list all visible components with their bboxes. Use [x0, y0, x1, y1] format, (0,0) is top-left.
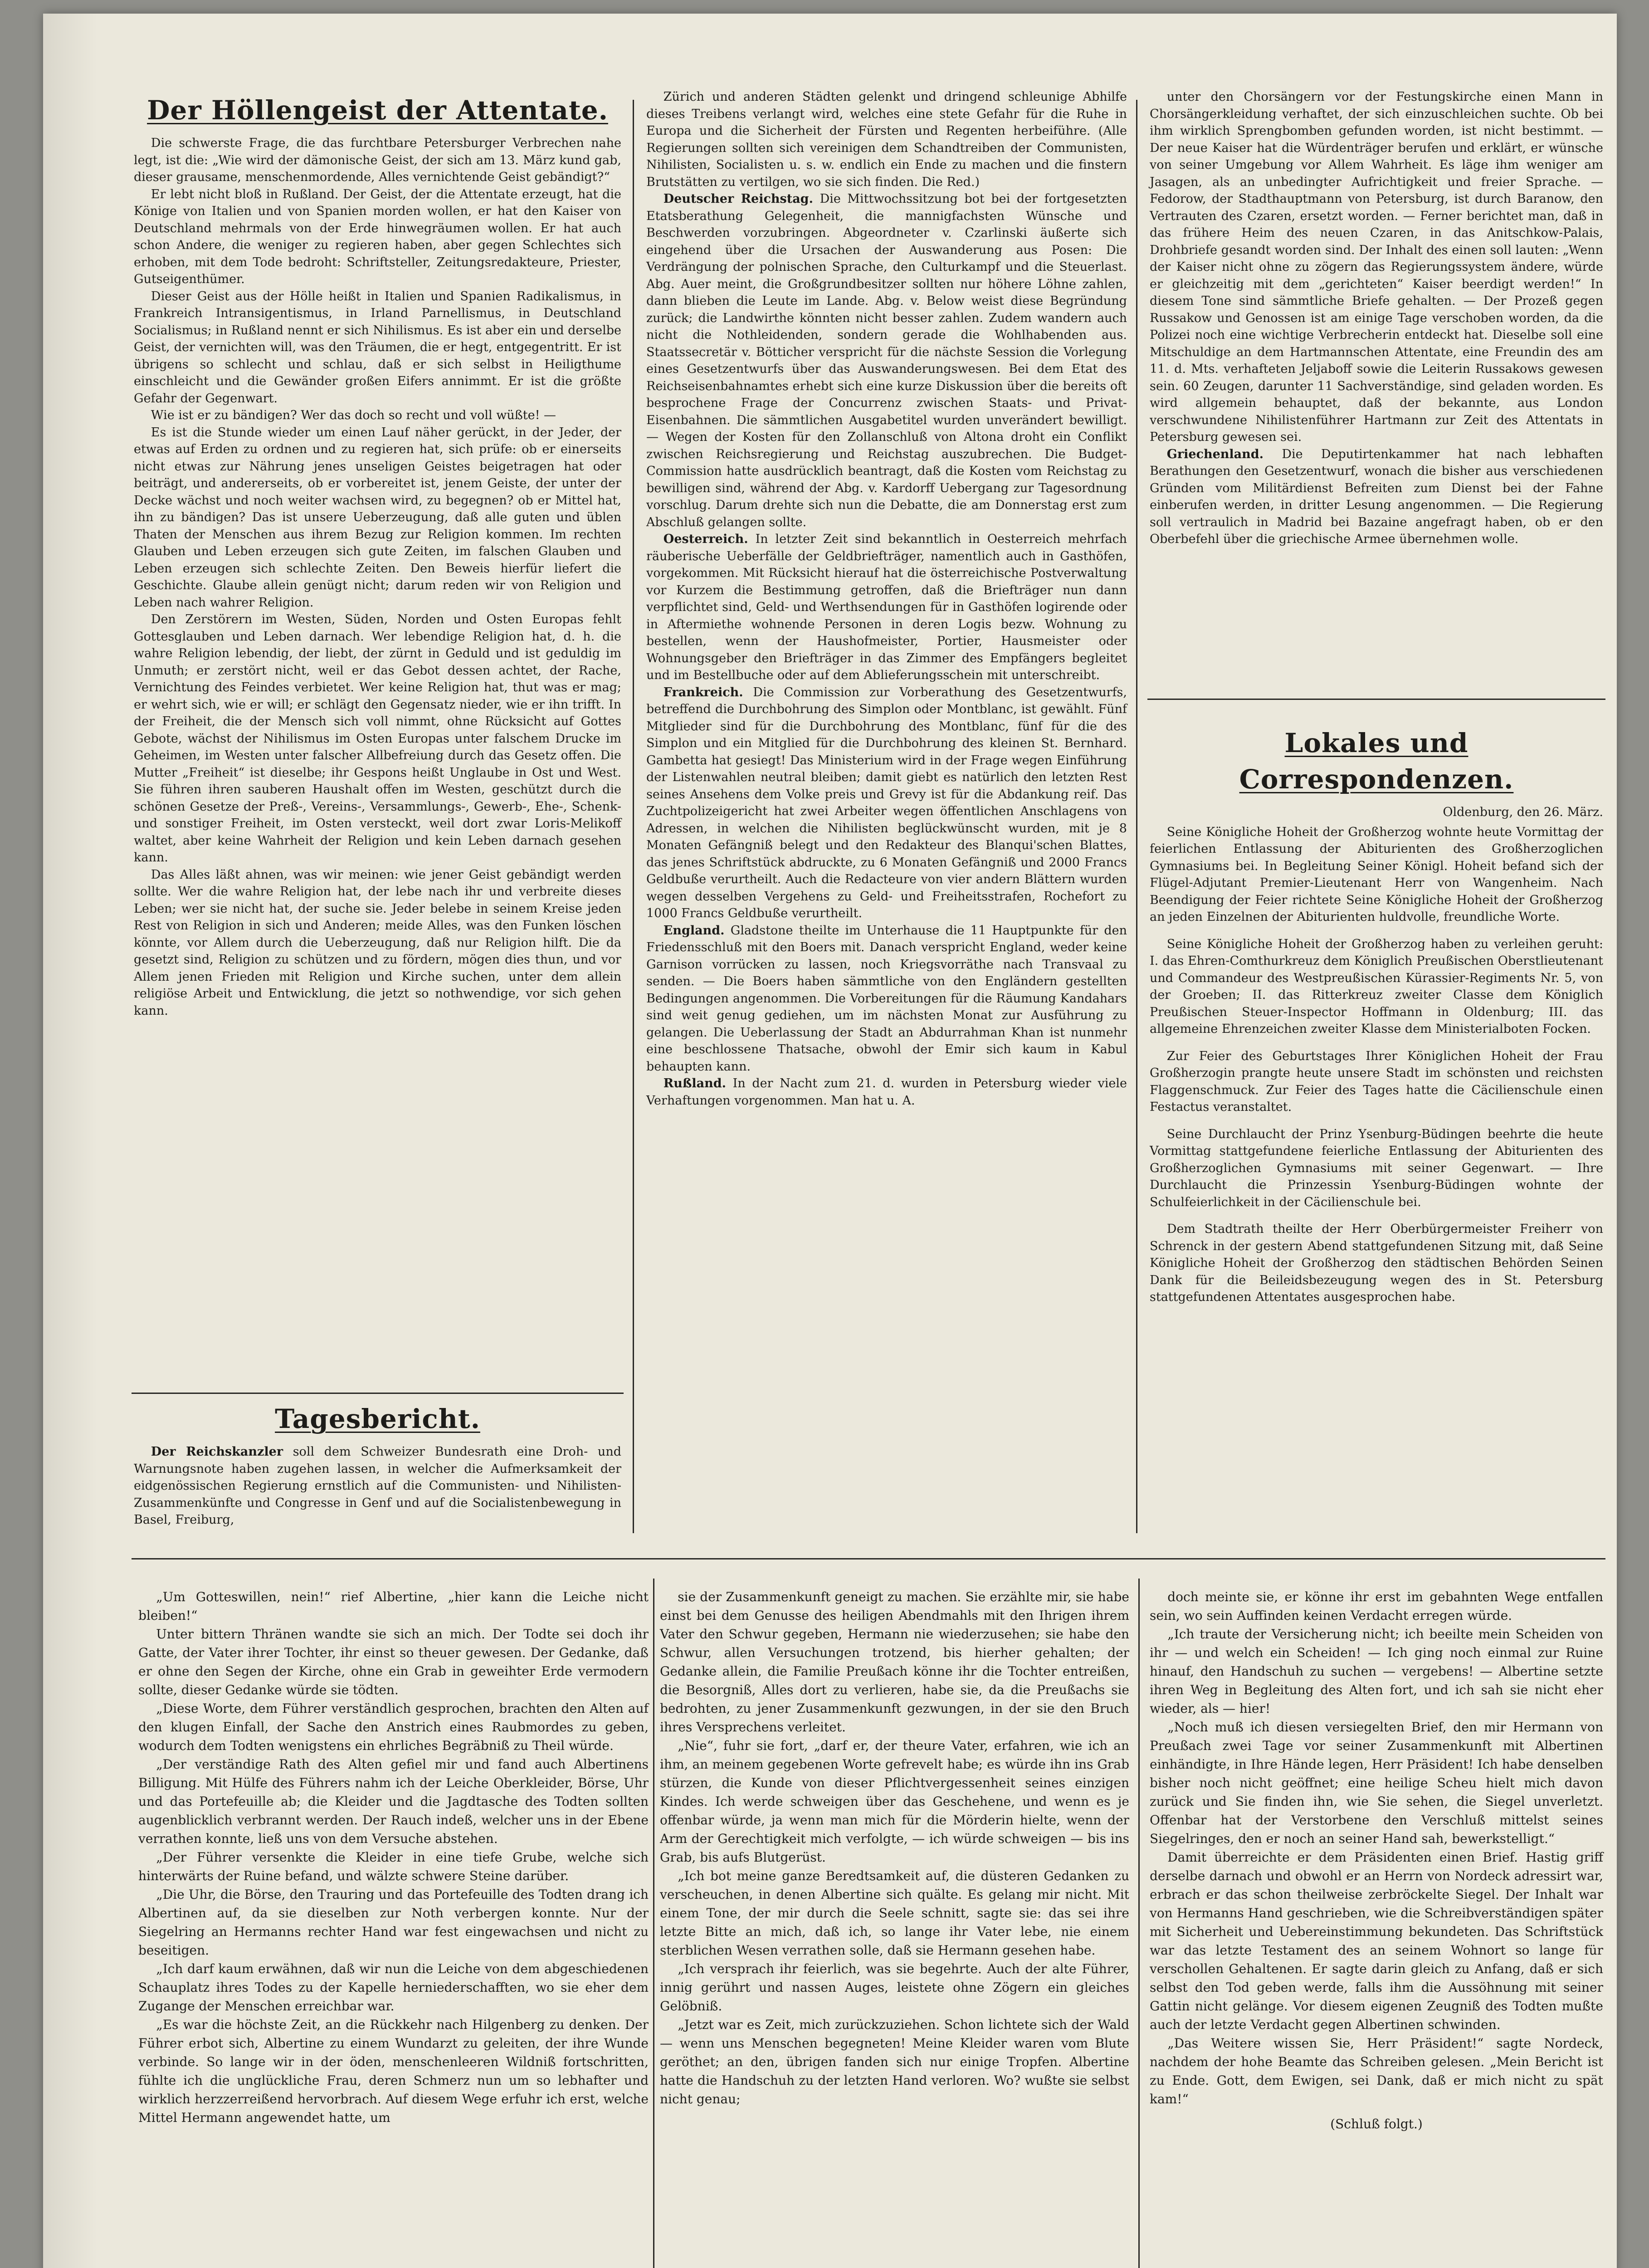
- rubric-reichskanzler: Der Reichskanzler: [151, 1445, 283, 1459]
- continuation-note: (Schluß folgt.): [1330, 2116, 1423, 2131]
- spacer: [1150, 1211, 1603, 1221]
- column-1-tagesbericht: [134, 1397, 621, 1527]
- paragraph: Dieser Geist aus der Hölle heißt in Italien und Spanien Radikalismus, in Frankreich Intransigentismus, in Irland Parnellismus, in Deutschland Socialismus; in Rußland nennt er sich Nihilismus. Es ist aber ein und derselbe Geist, der vernichten will, was den Träumen, die er hegt, entgegentritt. Er ist übrigens so schlecht und schlau, daß er sich selbst in Heiligthume einschleicht und die Gewänder großen Eifers annimmt. Er ist die größte Gefahr der Gegenwart.: [134, 289, 621, 406]
- paragraph: „Ich darf kaum erwähnen, daß wir nun die Leiche von dem abgeschiedenen Schauplatz ihres Todes zu der Kapelle herniederschafften, wo sie eher dem Zugange der Menschen erreichbar war.: [138, 1961, 649, 2014]
- paragraph: Den Zerstörern im Westen, Süden, Norden und Osten Europas fehlt Gottesglauben und Leben darnach. Wer lebendige Religion hat, d. h. die wahre Religion lebendig, der liebt, der zürnt in Geduld und ist geduldig im Unmuth; er zerstört nicht, weil er das Gebot dessen achtet, der Rache, Vernichtung des Feindes verbietet. Wer keine Religion hat, thut was er mag; er wehrt sich, wie er will; er schlägt den Gegensatz nieder, wie er ihn trifft. In der Freiheit, die der Mensch sich voll nimmt, ohne Rücksicht auf Gottes Gebote, wächst der Nihilismus im Osten Europas unter falschem Drucke im Geheimen, im Westen unter falscher Allbefreiung durch das Gesetz offen. Die Mutter „Freiheit“ ist dieselbe; ihr Gespons heißt Unglaube in Ost und West. Sie führen ihren sauberen Haushalt offen im Westen, geschützt durch die schönen Gesetze der Preß-, Vereins-, Versammlungs-, Gewerb-, Ehe-, Schenk- und sonstiger Freiheit, im Osten versteckt, weil dort zwar Loris-Melikoff waltet, aber keine Wahrheit der Religion und kein Leben darnach gesehen kann.: [134, 612, 621, 865]
- paragraph: [134, 1443, 621, 1529]
- dateline: Oldenburg, den 26. März.: [1443, 805, 1603, 819]
- paragraph: Zürich und anderen Städten gelenkt und dringend schleunige Abhilfe dieses Treibens verlangt wird, welches eine stete Gefahr für die Ruhe in Europa und die Sicherheit der Fürsten und Regenten herbeiführe. (Alle Regierungen sollten sich vereinigen dem Schandtreiben der Communisten, Nihilisten, Socialisten u. s. w. endlich ein Ende zu machen und die finstern Brutstätten zu vertilgen, wo sie sich finden. Die Red.): [646, 90, 1127, 189]
- news-item: [646, 531, 1127, 684]
- news-text: Die Commission zur Vorberathung des Gesetzentwurfs, betreffend die Durchbohrung des Simplon oder Montblanc, ist gewählt. Fünf Mitglieder sind für die Durchbohrung des Montblanc, fünf für die des Simplon und ein Mitglied für die Durchbohrung des kleinen St. Bernhard. Gambetta hat gesiegt! Das Ministerium wird in der Frage wegen Einführung der Listenwahlen neutral bleiben; damit giebt es natürlich den letzten Rest seines Ansehens dem Volke preis und Grevy ist für die Abdankung reif. Das Zuchtpolizeigericht hat zwei Arbeiter wegen öffentlichen Anschlagens von Adressen, in welchen die Nihilisten beglückwünscht wurden, mit je 8 Monaten Gefängniß belegt und den Redakteur des Blanqui'schen Blattes, das jenes Schriftstück abdruckte, zu 6 Monaten Gefängniß und 2000 Francs Geldbuße verurtheilt. Auch die Redacteure von vier andern Blättern wurden wegen desselben Vergehens zu Geld- und Freiheitsstrafen, Rochefort zu 1000 Francs Geldbuße verurtheilt.: [646, 685, 1127, 920]
- paragraph: „Noch muß ich diesen versiegelten Brief, den mir Hermann von Preußach zwei Tage vor seiner Zusammenkunft mit Albertinen einhändigte, in Ihre Hände legen, Herr Präsident! Ich habe denselben bisher noch nicht geöffnet; eine heilige Scheu hielt mich davon zurück und Sie finden ihn, wie Sie sehen, die Siegel unverletzt. Offenbar hat der Verstorbene den Verschluß mittelst seines Siegelringes, den er noch an seiner Hand sah, bewerkstelligt.“: [1150, 1720, 1603, 1846]
- rubric: Rußland.: [663, 1076, 727, 1090]
- paragraph: unter den Chorsängern vor der Festungskirche einen Mann in Chorsängerkleidung verhaftet, der sich einzuschleichen suchte. Ob bei ihm wirklich Sprengbomben gefunden worden, ist nicht bestimmt. — Der neue Kaiser hat die Würdenträger berufen und erklärt, er wünsche von seiner Umgebung vor Allem Wahrheit. Es läge ihm weniger am Jasagen, als an unbedingter Aufrichtigkeit und freier Sprache. — Fedorow, der Stadthauptmann von Petersburg, ist durch Baranow, den Vertrauten des Czaren, ersetzt worden. — Ferner berichtet man, daß in das frühere Heim des neuen Czaren, in das Anitschkow-Palais, Drohbriefe gesandt worden sind. Der Inhalt des einen soll lauten: „Wenn der Kaiser nicht ohne zu zögern das Regierungssystem ändere, würde er gleichzeitig mit dem „gerichteten“ Kaiser beerdigt werden!“ In diesem Tone sind sämmtliche Briefe gehalten. — Der Prozeß gegen Russakow und Genossen ist am einige Tage verschoben worden, da die Polizei noch eine wichtige Verbrecherin entdeckt hat. Dieselbe soll eine Mitschuldige an dem Hartmannschen Attentate, eine Freundin des am 11. d. Mts. verhafteten Jeljaboff sowie die Leiterin Russakows gewesen sein. 60 Zeugen, darunter 11 Sachverständige, sind geladen worden. Es wird allgemein behauptet, daß der bekannte, aus London verschwundene Nihilistenführer Hartmann zur Zeit des Attentats in Petersburg gewesen sei.: [1150, 90, 1603, 444]
- feuilleton-column-1: [138, 1588, 649, 2268]
- paragraph: doch meinte sie, er könne ihr erst im gebahnten Wege entfallen sein, wo sein Auffinden keinen Verdacht erregen würde.: [1150, 1589, 1603, 1623]
- paragraph: sie der Zusammenkunft geneigt zu machen. Sie erzählte mir, sie habe einst bei dem Genusse des heiligen Abendmahls mit den Ihrigen ihrem Vater den Schwur gegeben, Hermann nie wiederzusehen; sie habe den Schwur, allen Versuchungen trotzend, bis hierher gehalten; der Gedanke allein, die Familie Preußach könne ihr die Tochter entreißen, die Besorgniß, Alles dort zu verlieren, habe sie, da die Preußachs sie bedrohten, zu jener Zusammenkunft gezwungen, in der sie den Bruch ihres Versprechens verleitet.: [660, 1589, 1129, 1735]
- paragraph: Wie ist er zu bändigen? Wer das doch so recht und voll wüßte! —: [151, 408, 556, 422]
- spacer: [1150, 1116, 1603, 1126]
- column-3-lokales: [1150, 721, 1603, 1492]
- paragraph-text: soll dem Schweizer Bundesrath eine Droh- und Warnungsnote haben zugehen lassen, in welcher die Aufmerksamkeit der eidgenössischen Regierung ernstlich auf die Communisten- und Nihilisten-Zusammenkünfte und Congresse in Genf und auf die Socialistenbewegung in Basel, Freiburg,: [134, 1445, 621, 1527]
- column-rule: [1136, 100, 1137, 1533]
- spacer: [1150, 926, 1603, 936]
- news-text: Die Deputirtenkammer hat nach lebhaften Berathungen den Gesetzentwurf, wonach die bisher aus verschiedenen Gründen vom Militärdienst Befreiten zum Dienst bei der Fahne einberufen werden, in dritter Lesung angenommen. — Die Regierung soll vertraulich in Madrid bei Bazaine angefragt haben, ob er den Oberbefehl über die griechische Armee übernehmen wolle.: [1150, 447, 1603, 546]
- paragraph: Dem Stadtrath theilte der Herr Oberbürgermeister Freiherr von Schrenck in der gestern Abend stattgefundenen Sitzung mit, daß Seine Königliche Hoheit der Großherzog den städtischen Behörden Seinen Dank für die Beileidsbezeugung wegen des in St. Petersburg stattgefundenen Attentates ausgesprochen habe.: [1150, 1222, 1603, 1304]
- rubric-griechenland: Griechenland.: [1166, 447, 1264, 461]
- paragraph: Das Alles läßt ahnen, was wir meinen: wie jener Geist gebändigt werden sollte. Wer die wahre Religion hat, der lebe nach ihr und verbreite dieses Leben; wer sie nicht hat, der suche sie. Jeder belebe in seinem Kreise jeden Rest von Religion in sich und Anderen; meide Alles, was den Funken löschen könnte, vor Allem durch die Ueberzeugung, daß nur Religion hilft. Die da gesetzt sind, Religion zu schützen und zu fördern, mögen dies thun, und vor Allem jenen Frieden mit Religion und Kirche suchen, unter dem allein religiöse Arbeit und Entwicklung, die jetzt so nothwendige, vor sich gehen kann.: [134, 867, 621, 1018]
- news-item: [646, 922, 1127, 1075]
- paragraph: „Nie“, fuhr sie fort, „darf er, der theure Vater, erfahren, wie ich an ihm, an meinem gegebenen Worte gefrevelt habe; es würde ihn ins Grab stürzen, die Kunde von dieser Pflichtvergessenheit seines einzigen Kindes. Ich werde schweigen über das Geschehene, und wenn es je offenbar würde, ja wenn man mich für die Mörderin hielte, wenn der Arm der Gerechtigkeit mich verfolgte, — ich würde schweigen — bis ins Grab, bis aufs Blutgerüst.: [660, 1738, 1129, 1865]
- paragraph: „Der verständige Rath des Alten gefiel mir und fand auch Albertinens Billigung. Mit Hülfe des Führers nahm ich der Leiche Oberkleider, Börse, Uhr und das Portefeuille ab; die Kleider und die Jagdtasche des Todten sollten augenblicklich verbrannt werden. Der Rauch indeß, welcher uns in der Ebene verrathen konnte, ließ uns von dem Versuche abstehen.: [138, 1757, 649, 1846]
- column-3: [1150, 88, 1603, 646]
- paragraph: „Ich bot meine ganze Beredtsamkeit auf, die düsteren Gedanken zu verscheuchen, in denen Albertine sich quälte. Es gelang mir nicht. Mit einem Tone, der mir durch die Seele schnitt, sagte sie: das sei ihre letzte Bitte an mich, daß ich, so lange ihr Vater lebe, nie einem sterblichen Wesen verrathen solle, daß sie Hermann gesehen habe.: [660, 1868, 1129, 1958]
- column-1: [134, 88, 621, 1445]
- feuilleton-column-2: [660, 1588, 1129, 2268]
- paragraph: Unter bittern Thränen wandte sie sich an mich. Der Todte sei doch ihr Gatte, der Vater ihrer Tochter, ihr einst so theuer gewesen. Der Gedanke, daß er ohne den Segen der Kirche, ohne ein Grab in geweihter Erde vermodern sollte, dieser Gedanke würde sie tödten.: [138, 1627, 649, 1697]
- column-rule: [633, 100, 634, 1533]
- paragraph: Die schwerste Frage, die das furchtbare Petersburger Verbrechen nahe legt, ist die: „Wie wird der dämonische Geist, der sich am 13. März kund gab, dieser grausame, menschenmordende, Alles vernichtende Geist gebändigt?“: [134, 136, 621, 184]
- rubric: Frankreich.: [663, 685, 743, 699]
- newspaper-page: [43, 14, 1617, 2268]
- news-item: [646, 684, 1127, 922]
- column-2: [646, 88, 1127, 1524]
- paragraph: Seine Königliche Hoheit der Großherzog haben zu verleihen geruht: I. das Ehren-Comthurkreuz dem Königlich Preußischen Oberstlieutenant und Commandeur des Westpreußischen Kürassier-Regiments Nr. 5, von der Groeben; II. das Ritterkreuz zweiter Classe dem Königlich Preußischen Steuer-Inspector Hoffmann in Oldenburg; III. das allgemeine Ehrenzeichen zweiter Klasse dem Ministerialboten Focken.: [1150, 937, 1603, 1036]
- headline-tagesbericht: Tagesbericht.: [275, 1403, 480, 1434]
- paragraph: „Das Weitere wissen Sie, Herr Präsident!“ sagte Nordeck, nachdem der hohe Beamte das Schreiben gelesen. „Mein Bericht ist zu Ende. Gott, dem Ewigen, sei Dank, daß er mich nicht zu spät kam!“: [1150, 2036, 1603, 2107]
- paragraph: Zur Feier des Geburtstages Ihrer Königlichen Hoheit der Frau Großherzogin prangte heute unsere Stadt im schönsten und reichsten Flaggenschmuck. Zur Feier des Tages hatte die Cäcilienschule einen Festactus veranstaltet.: [1150, 1049, 1603, 1114]
- paragraph: „Die Uhr, die Börse, den Trauring und das Portefeuille des Todten drang ich Albertinen auf, da sie dieselben zur Noth verbergen konnte. Nur der Siegelring an Hermanns rechter Hand war fest eingewachsen und nicht zu beseitigen.: [138, 1887, 649, 1958]
- rubric: Deutscher Reichstag.: [663, 192, 813, 206]
- paragraph: „Um Gotteswillen, nein!“ rief Albertine, „hier kann die Leiche nicht bleiben!“: [138, 1589, 649, 1623]
- paragraph: „Es war die höchste Zeit, an die Rückkehr nach Hilgenberg zu denken. Der Führer erbot sich, Albertine zu einem Wundarzt zu geleiten, der ihre Wunde verbinde. So lange wir in der öden, menschenleeren Wildniß fortschritten, fühlte ich die unglückliche Frau, deren Schmerz nun um so lebhafter und wirklich herzzerreißend hervorbrach. Auf diesem Wege erfuhr ich erst, welche Mittel Hermann angewendet hatte, um: [138, 2017, 649, 2125]
- headline-attentate: Der Höllengeist der Attentate.: [147, 95, 608, 126]
- paragraph: „Jetzt war es Zeit, mich zurückzuziehen. Schon lichtete sich der Wald — wenn uns Menschen begegneten! Meine Kleider waren vom Blute geröthet; an den, übrigen fanden sich nur einige Tropfen. Albertine hatte die Handschuh zu der letzten Hand verloren. Wo? wußte sie selbst nicht genau;: [660, 2017, 1129, 2107]
- news-item: [1150, 446, 1603, 548]
- spacer: [1150, 1038, 1603, 1048]
- headline-lokales: Lokales und Correspondenzen.: [1239, 728, 1514, 795]
- paragraph: Es ist die Stunde wieder um einen Lauf näher gerückt, in der Jeder, der etwas auf Erden zu ordnen und zu regieren hat, sich prüfe: ob er einerseits nicht etwas zur Nährung jenes unseligen Geistes beigetragen hat oder beiträgt, und andererseits, ob er vorbereitet ist, jenem Geiste, der unter der Decke wächst und noch weiter wachsen wird, zu begegnen? ob er Mittel hat, ihn zu bändigen? Das ist unsere Ueberzeugung, daß alle guten und üblen Thaten der Menschen aus ihrem Bezug zur Religion kommen. Im rechten Glauben und Leben erzeugen sich gute Zeiten, im falschen Glauben und Leben erzeugen sich schlechte Zeiten. Den Beweis hierfür liefert die Geschichte. Glaube allein genügt nicht; darum reden wir von Religion und Leben nach wahrer Religion.: [134, 425, 621, 610]
- feuilleton-column-3: [1150, 1588, 1603, 2268]
- paragraph: „Der Führer versenkte die Kleider in eine tiefe Grube, welche sich hinterwärts der Ruine befand, und wälzte schwere Steine darüber.: [138, 1850, 649, 1883]
- news-text: In letzter Zeit sind bekanntlich in Oesterreich mehrfach räuberische Ueberfälle der Geldbriefträger, namentlich auch in Gasthöfen, vorgekommen. Mit Rücksicht hierauf hat die österreichische Postverwaltung vor Kurzem die Bestimmung getroffen, daß die Briefträger nun dann verpflichtet sind, Geld- und Werthsendungen für in Gasthöfen logirende oder in Aftermiethe wohnende Personen in deren Logis bezw. Wohnung zu bestellen, wenn der Haushofmeister, Portier, Hausmeister oder Wohnungsgeber den Briefträger in das Zimmer des Empfängers begleitet und im Bestellbuche oder auf dem Ablieferungsschein mit unterschreibt.: [646, 532, 1127, 682]
- column-rule: [1138, 1579, 1140, 2268]
- paragraph: Seine Königliche Hoheit der Großherzog wohnte heute Vormittag der feierlichen Entlassung der Abiturienten des Großherzoglichen Gymnasiums bei. In Begleitung Seiner Königl. Hoheit befand sich der Flügel-Adjutant Premier-Lieutenant Herr von Wangenheim. Nach Beendigung der Feier richtete Seine Königliche Hoheit der Großherzog an jeden Einzelnen der Abiturienten huldvolle, freundliche Worte.: [1150, 825, 1603, 924]
- news-item: [646, 191, 1127, 531]
- news-text: In der Nacht zum 21. d. wurden in Petersburg wieder viele Verhaftungen vorgenommen. Man hat u. A.: [646, 1076, 1127, 1108]
- rubric: Oesterreich.: [663, 532, 748, 546]
- paragraph: Er lebt nicht bloß in Rußland. Der Geist, der die Attentate erzeugt, hat die Könige von Italien und von Spanien morden wollen, er hat den Kaiser von Deutschland mehrmals von der Erde hinwegräumen wollen. Er hat auch schon Andere, die weniger zu regieren haben, aber gegen Schlechtes sich erhoben, mit dem Tode bedroht: Schriftsteller, Zeitungsredakteure, Priester, Gutseigenthümer.: [134, 187, 621, 286]
- page-shadow: [43, 14, 98, 2268]
- paragraph: „Ich versprach ihr feierlich, was sie begehrte. Auch der alte Führer, innig gerührt und nassen Auges, leistete ohne Zögern ein gleiches Gelöbniß.: [660, 1961, 1129, 2014]
- divider: [132, 1393, 624, 1394]
- news-text: Gladstone theilte im Unterhause die 11 Hauptpunkte für den Friedensschluß mit den Boers mit. Danach verspricht England, weder keine Garnison vorrücken zu lassen, noch Kriegsvorräthe nach Transvaal zu senden. — Die Boers haben sämmtliche von den Engländern gestellten Bedingungen angenommen. Die Vorbereitungen für die Räumung Kandahars sind weit genug gediehen, um im nächsten Monat zur Ausführung zu gelangen. Die Ueberlassung der Stadt an Abdurrahman Khan ist nunmehr eine beschlossene Thatsache, obwohl der Emir sich kaum in Kabul behaupten kann.: [646, 923, 1127, 1074]
- paragraph: „Diese Worte, dem Führer verständlich gesprochen, brachten den Alten auf den klugen Einfall, der Sache den Anstrich eines Raubmordes zu geben, wodurch dem Todten wenigstens ein ehrliches Begräbniß zu Theil würde.: [138, 1701, 649, 1753]
- paragraph: Seine Durchlaucht der Prinz Ysenburg-Büdingen beehrte die heute Vormittag stattgefundene feierliche Entlassung der Abiturienten des Großherzoglichen Gymnasiums mit seiner Gegenwart. — Ihre Durchlaucht die Prinzessin Ysenburg-Büdingen wohnte der Schulfeierlichkeit in der Cäcilienschule bei.: [1150, 1127, 1603, 1209]
- column-rule: [653, 1579, 654, 2268]
- divider: [1147, 699, 1605, 700]
- news-text: Die Mittwochssitzung bot bei der fortgesetzten Etatsberathung Gelegenheit, die mannigfachsten Wünsche und Beschwerden vorzubringen. Abgeordneter v. Czarlinski äußerte sich eingehend über die Ursachen der Auswanderung aus Posen: Die Verdrängung der polnischen Sprache, den Culturkampf und die Steuerlast. Abg. Auer meint, die Großgrundbesitzer sollten nur höhere Löhne zahlen, dann blieben die Leute im Lande. Abg. v. Below weist diese Begründung zurück; die Landwirthe könnten nicht besser zahlen. Zudem wandern auch nicht die Nothleidenden, sondern gerade die Wohlhabenden aus. Staatssecretär v. Bötticher verspricht für die nächste Session die Vorlegung eines Gesetzentwurfs über das Auswanderungswesen. Bei dem Etat des Reichseisenbahnamtes erhebt sich eine kurze Diskussion über die bereits oft besprochene Frage der Concurrenz zwischen Staats- und Privat-Eisenbahnen. Die sämmtlichen Ausgabetitel wurden unverändert bewilligt. — Wegen der Kosten für den Zollanschluß von Altona droht ein Conflikt zwischen Reichsregierung und Reichstag auszubrechen. Die Budget-Commission hatte ausdrücklich beantragt, daß die Kosten vom Reichstag zu bewilligen sind, während der Abg. v. Kardorff Uebergang zur Tagesordnung vorschlug. Darum drehte sich nun die Debatte, die am Donnerstag erst zum Abschluß gelangen sollte.: [646, 192, 1127, 529]
- paragraph: Damit überreichte er dem Präsidenten einen Brief. Hastig griff derselbe darnach und obwohl er an Herrn von Nordeck adressirt war, erbrach er das schon theilweise zerbröckelte Siegel. Der Inhalt war von Hermanns Hand geschrieben, wie die Schreibverständigen später mit Sicherheit und Uebereinstimmung bekundeten. Das Schriftstück war das letzte Testament des an seinem Wohnort so lange für verschollen Gehaltenen. Er sagte darin gleich zu Anfang, daß er sich selbst den Tod geben werde, falls ihm die Aussöhnung mit seiner Gattin nicht gelänge. Vor diesem eigenen Zeugniß des Todten mußte auch der letzte Verdacht gegen Albertinen schwinden.: [1150, 1850, 1603, 2032]
- news-item: [646, 1075, 1127, 1109]
- paragraph: „Ich traute der Versicherung nicht; ich beeilte mein Scheiden von ihr — und welch ein Scheiden! — Ich ging noch einmal zur Ruine hinauf, den Handschuh zu suchen — vergebens! — Albertine setzte ihren Weg in Begleitung des Alten fort, und ich sah sie nicht eher wieder, als — hier!: [1150, 1627, 1603, 1716]
- feuilleton-divider: [132, 1558, 1605, 1559]
- rubric: England.: [663, 923, 725, 938]
